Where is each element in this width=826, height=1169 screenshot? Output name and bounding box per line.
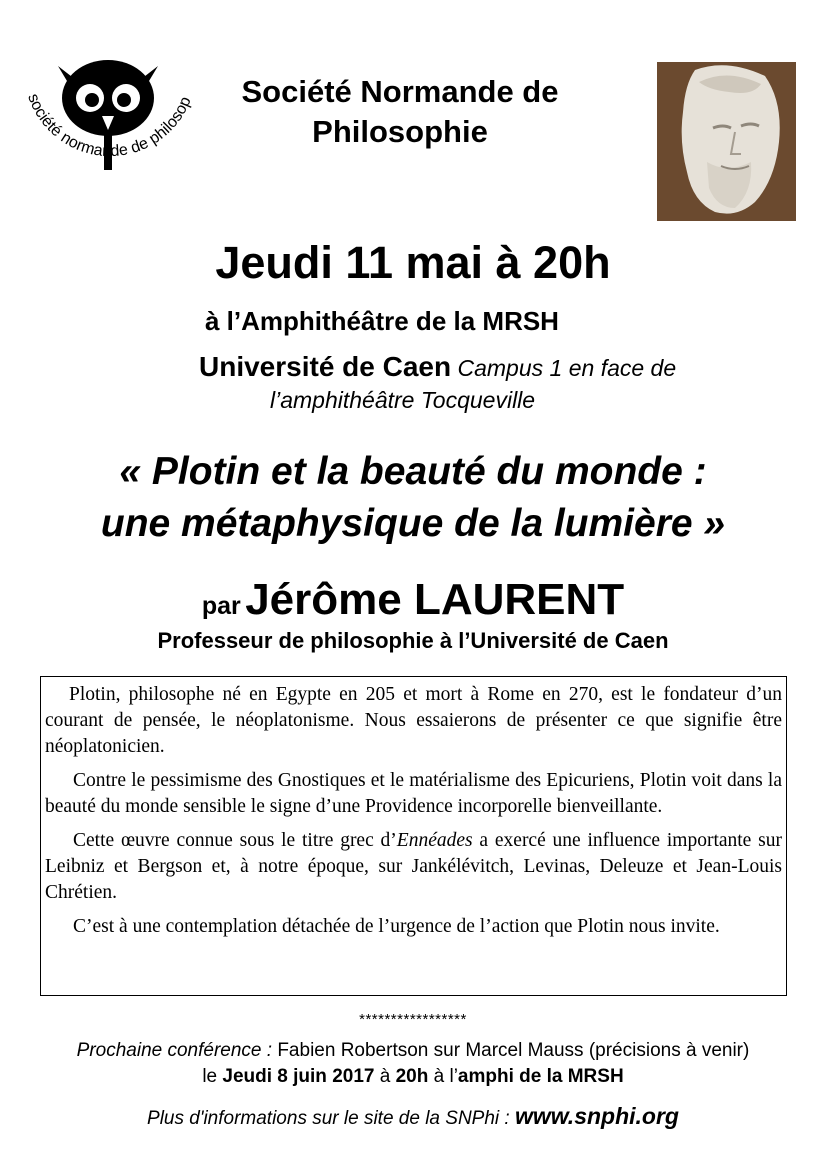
abstract-box: [40, 676, 787, 996]
by-label: par: [201, 592, 241, 620]
abstract-paragraph-4: C’est à une contemplation détachée de l’urgence de l’action que Plotin nous invite.: [73, 916, 720, 937]
talk-title-line-2: une métaphysique de la lumière »: [100, 502, 726, 545]
more-info: [0, 1101, 826, 1134]
next-text-le: le: [202, 1066, 223, 1087]
organization-name: [220, 72, 580, 152]
logo-circular-text: société normande de philosop: [24, 91, 195, 161]
org-line-1: Société Normande de: [241, 74, 559, 109]
next-conference-details: [0, 1064, 826, 1090]
enneades-title: Ennéades: [396, 830, 473, 851]
next-time: 20h: [395, 1066, 429, 1087]
abstract-paragraph-3: [45, 828, 782, 906]
speaker-role: Professeur de philosophie à l’Université de Caen: [157, 628, 669, 653]
talk-title-line-1: « Plotin et la beauté du monde :: [119, 450, 707, 493]
more-info-text: Plus d'informations sur le site de la SNPhi :: [147, 1108, 515, 1129]
next-conference-label: Prochaine conférence :: [76, 1040, 273, 1061]
event-date: Jeudi 11 mai à 20h: [215, 237, 611, 288]
next-place: amphi de la MRSH: [457, 1066, 624, 1087]
next-conference: [0, 1038, 826, 1064]
talk-title: [0, 446, 826, 550]
org-line-2: Philosophie: [312, 114, 488, 149]
next-text-a: à: [374, 1066, 396, 1087]
p3-text-a: Cette œuvre connue sous le titre grec d’: [73, 830, 397, 851]
event-location-line-1: [199, 352, 676, 383]
speaker-name: Jérôme LAURENT: [245, 575, 625, 624]
marble-bust-icon: [657, 62, 796, 221]
next-date: Jeudi 8 juin 2017: [222, 1066, 375, 1087]
separator-stars: *****************: [359, 1011, 467, 1028]
campus-line-2: l’amphithéâtre Tocqueville: [270, 387, 536, 413]
abstract-paragraph-2: Contre le pessimisme des Gnostiques et le matérialisme des Epicuriens, Plotin voit dans la beauté du monde sensible le signe d’une Providence incorporelle bienveillante.: [45, 770, 782, 817]
p3-text-b: a exercé une influence importante sur Leibniz et Bergson et, à notre époque, sur Jankélévitch, Levinas, Deleuze et Jean-Louis Chrétien.: [45, 830, 782, 903]
society-logo: [10, 58, 210, 208]
bust-portrait-image: [657, 62, 796, 221]
abstract-paragraph-1: Plotin, philosophe né en Egypte en 205 et mort à Rome en 270, est le fondateur d’un courant de pensée, le néoplatonisme. Nous essaierons de présenter ce que signifie être néoplatonicien.: [45, 684, 782, 757]
next-conference-text: Fabien Robertson sur Marcel Mauss (précisions à venir): [272, 1040, 750, 1061]
event-venue: à l’Amphithéâtre de la MRSH: [205, 306, 559, 336]
university-name: Université de Caen: [199, 351, 452, 382]
campus-line-1: Campus 1 en face de: [457, 355, 677, 381]
owl-logo-icon: [10, 58, 210, 208]
next-text-al: à l’: [428, 1066, 458, 1087]
website-link[interactable]: www.snphi.org: [514, 1103, 679, 1129]
